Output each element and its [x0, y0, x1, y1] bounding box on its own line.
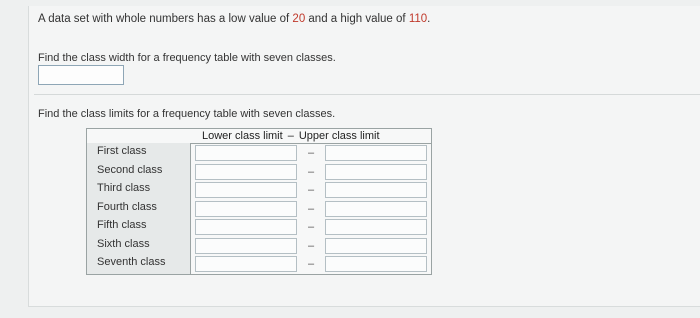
row-label-third: Third class	[97, 182, 151, 194]
problem-text-suffix: .	[427, 13, 431, 25]
table-row	[191, 255, 431, 273]
divider	[34, 94, 700, 95]
high-value: 110	[408, 13, 428, 25]
header-lower-limit: Lower class limit	[202, 130, 283, 142]
row-label-second: Second class	[97, 164, 163, 176]
upper-limit-input-5[interactable]	[325, 219, 427, 235]
row-labels-column	[87, 143, 191, 274]
table-row	[191, 200, 431, 218]
class-limits-question: Find the class limits for a frequency table with seven classes.	[38, 108, 336, 120]
row-label-first: First class	[97, 145, 147, 157]
row-separator: –	[307, 239, 315, 252]
lower-limit-input-7[interactable]	[195, 256, 297, 272]
class-limits-table	[86, 128, 432, 275]
lower-limit-input-4[interactable]	[195, 201, 297, 217]
row-label-fourth: Fourth class	[97, 201, 157, 213]
problem-statement	[38, 13, 430, 25]
table-row	[191, 181, 431, 199]
row-separator: –	[307, 147, 315, 159]
row-separator: –	[307, 184, 315, 196]
table-row	[191, 237, 431, 255]
lower-limit-input-1[interactable]	[195, 145, 297, 161]
lower-limit-input-2[interactable]	[195, 164, 297, 180]
row-separator: –	[307, 202, 315, 215]
lower-limit-input-5[interactable]	[195, 219, 297, 235]
lower-limit-input-3[interactable]	[195, 182, 297, 198]
row-separator: –	[307, 165, 315, 178]
row-separator: –	[307, 221, 315, 233]
upper-limit-input-3[interactable]	[325, 182, 427, 198]
upper-limit-input-6[interactable]	[325, 238, 427, 254]
limits-cells	[191, 144, 431, 273]
header-upper-limit: Upper class limit	[298, 130, 380, 142]
problem-text: A data set with whole numbers has a low value of	[38, 13, 293, 25]
low-value: 20	[292, 13, 306, 25]
class-width-input[interactable]	[38, 65, 124, 85]
class-width-question: Find the class width for a frequency table with seven classes.	[38, 52, 336, 64]
upper-limit-input-4[interactable]	[325, 201, 427, 217]
row-separator: –	[307, 258, 315, 270]
upper-limit-input-7[interactable]	[325, 256, 427, 272]
problem-text-middle: and a high value of	[305, 13, 409, 25]
row-label-sixth: Sixth class	[97, 238, 150, 250]
row-label-seventh: Seventh class	[97, 256, 166, 268]
upper-limit-input-1[interactable]	[325, 145, 427, 161]
row-label-fifth: Fifth class	[97, 219, 147, 231]
table-row	[191, 163, 431, 181]
lower-limit-input-6[interactable]	[195, 238, 297, 254]
header-separator: –	[287, 130, 294, 142]
upper-limit-input-2[interactable]	[325, 164, 427, 180]
table-row	[191, 144, 431, 162]
table-row	[191, 218, 431, 236]
table-header	[190, 129, 431, 144]
